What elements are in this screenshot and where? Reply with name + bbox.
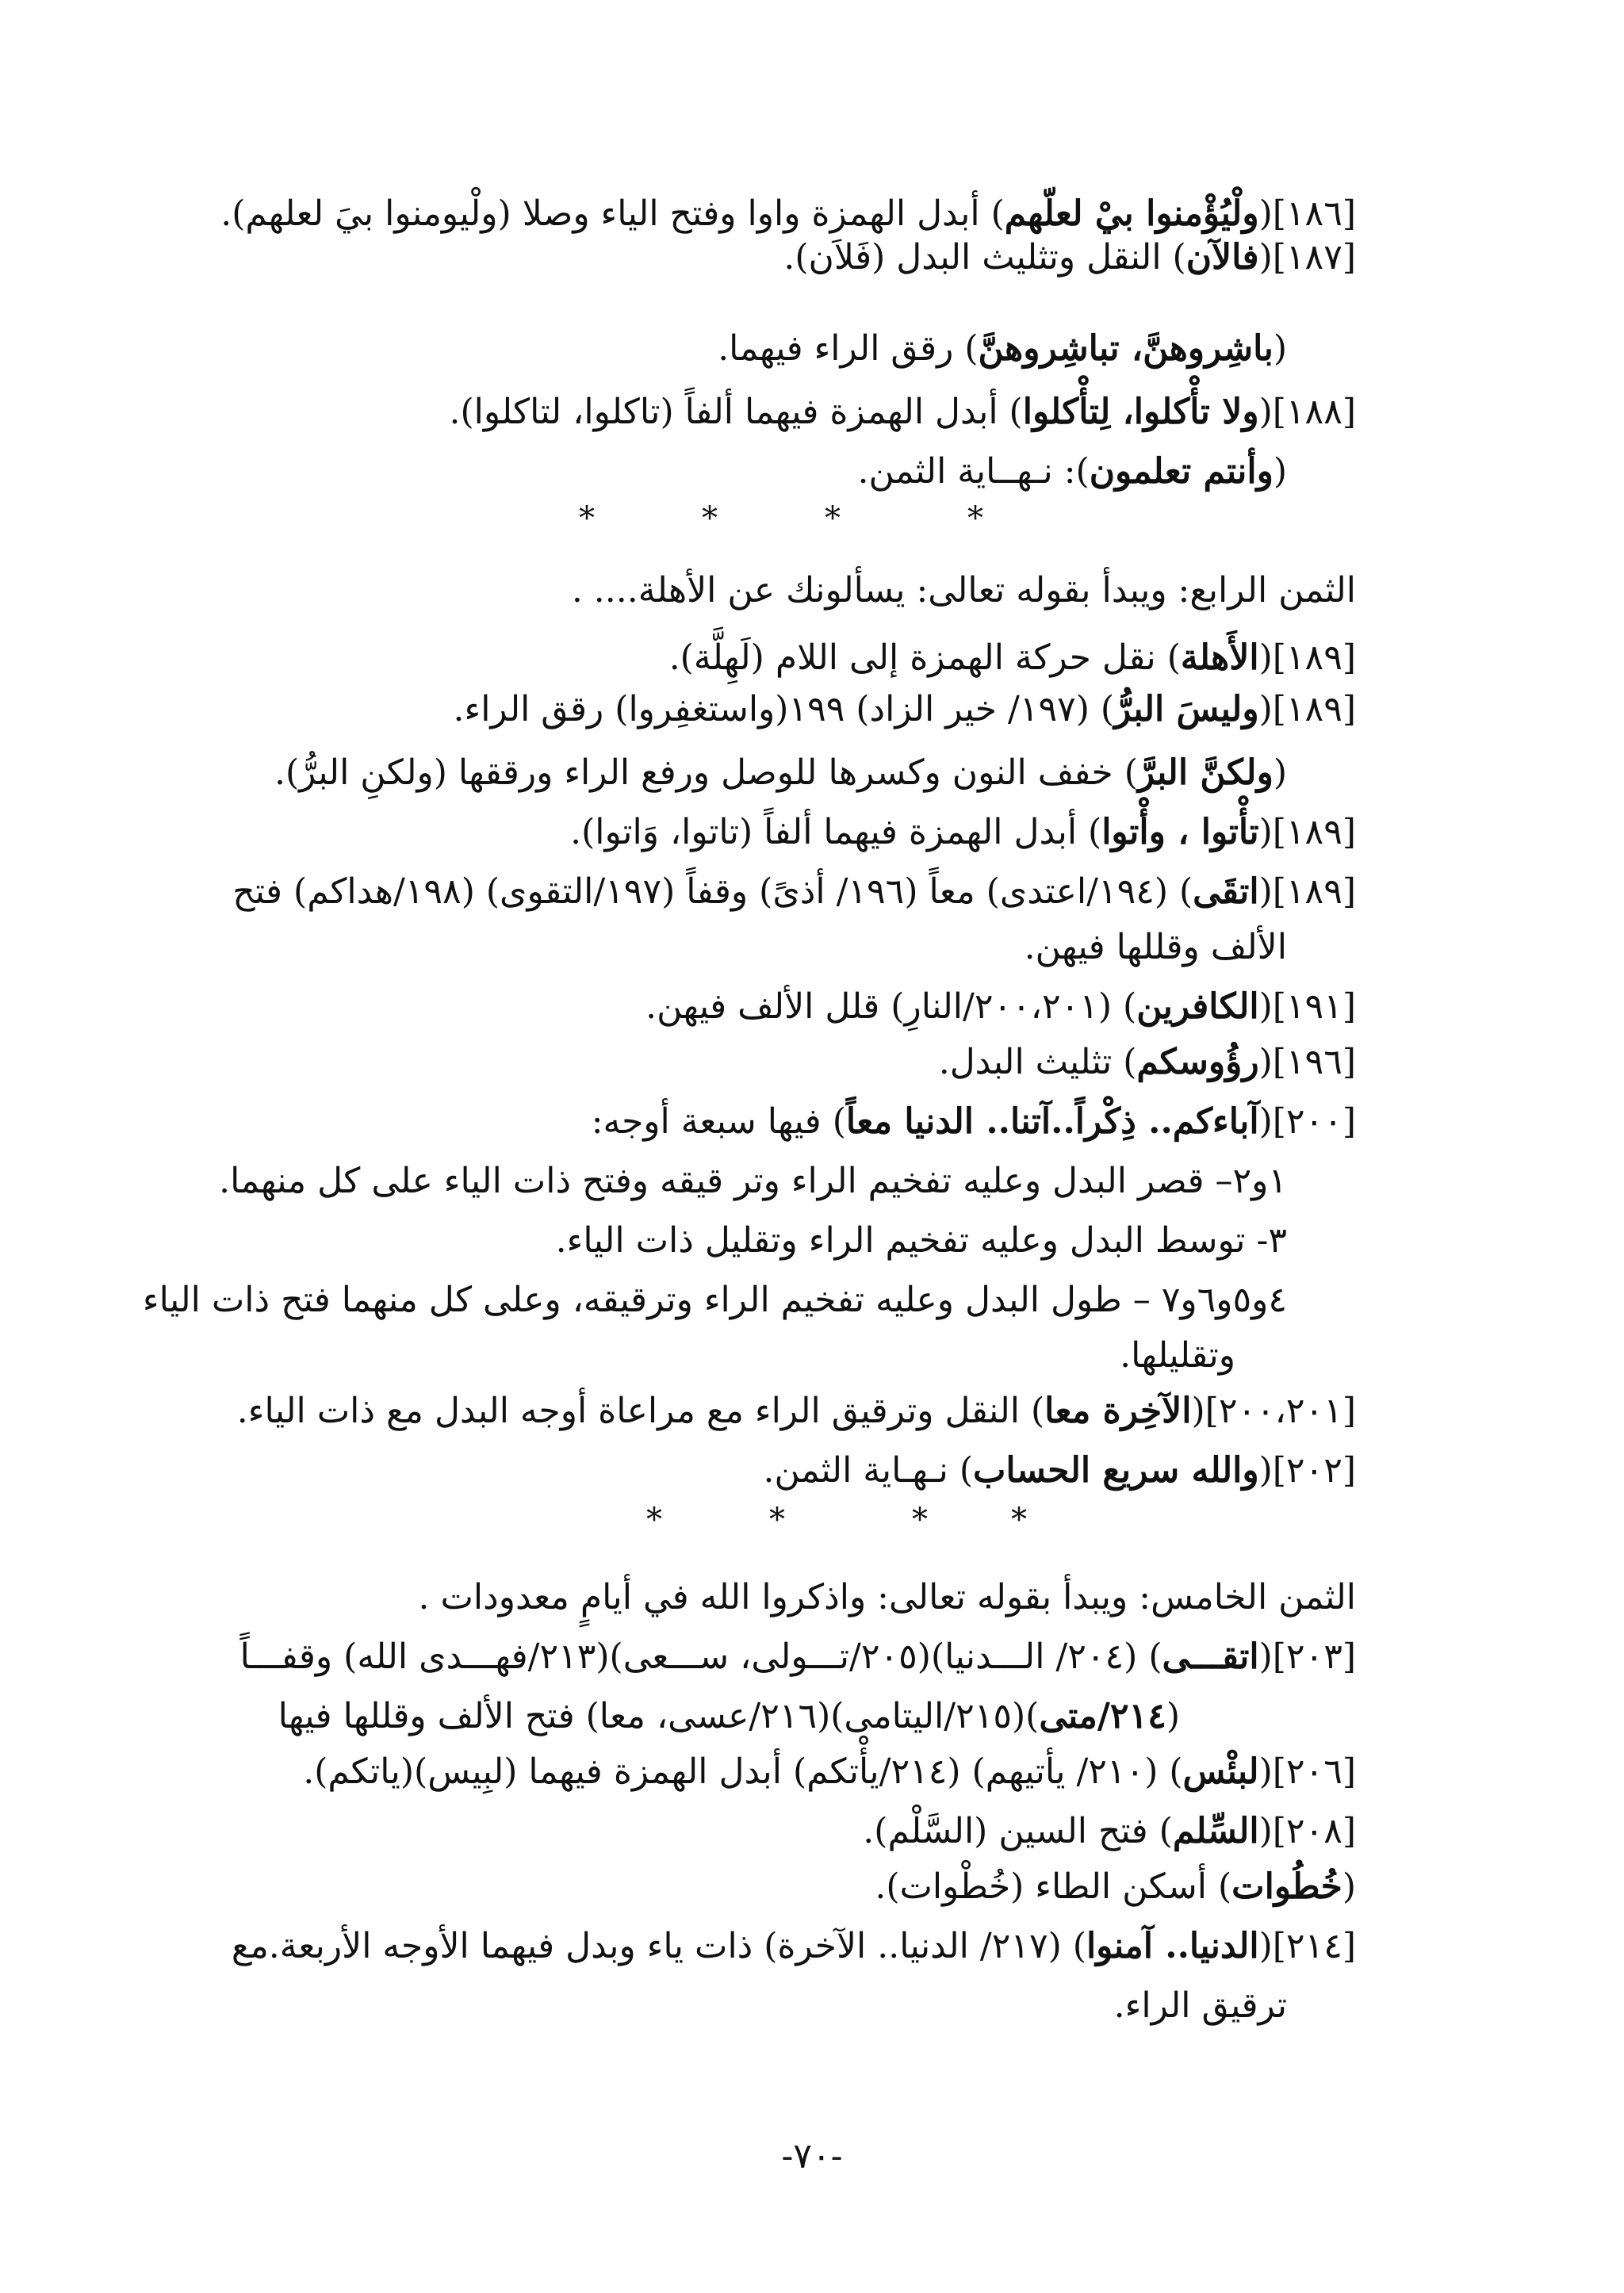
page-number: -٧٠-	[781, 2136, 843, 2176]
text-line: [١٨٩](تأْتوا ، وأْتوا) أبدل الهمزة فيهما ألفاً (تاتوا، وَاتوا).	[570, 812, 1356, 852]
separator-star: *	[769, 1502, 785, 1538]
text-line: ٣- توسط البدل وعليه تفخيم الراء وتقليل ذات الياء.	[555, 1220, 1287, 1261]
separator-star: *	[1011, 1502, 1027, 1538]
text-line: (وأنتم تعلمون): نـهــاية الثمن.	[857, 451, 1287, 492]
text-line: (باشِروهنَّ، تباشِروهنَّ) رقق الراء فيهما.	[718, 328, 1287, 369]
separator-star: *	[912, 1502, 928, 1538]
section-heading: الثمن الرابع: ويبدأ بقوله تعالى: يسألونك عن الأهلة.... .	[571, 570, 1356, 611]
text-line: وتقليلها.	[1120, 1335, 1235, 1376]
text-line: ترقيق الراء.	[1113, 1985, 1287, 2026]
text-line: [١٨٦](ولْيُؤْمنوا بيْ لعلّهم) أبدل الهمزة واوا وفتح الياء وصلا (ولْيومنوا بيَ لعلهم).	[220, 193, 1356, 234]
text-line: [٢١٤](الدنيا.. آمنوا) (٢١٧/ الدنيا.. الآخرة) ذات ياء وبدل فيهما الأوجه الأربعة.مع	[231, 1926, 1356, 1966]
text-line: [١٨٩](الأَهلة) نقل حركة الهمزة إلى اللام (لَهِلَّة).	[668, 637, 1356, 678]
text-line: [١٨٧](فالآن) النقل وتثليث البدل (فَلاَن).	[783, 237, 1356, 278]
text-line: [١٩٦](رؤُوسكم) تثليث البدل.	[938, 1042, 1356, 1082]
text-line: (٢١٤/متى)(٢١٥/اليتامى)(٢١٦/عسى، معا) فتح الألف وقللها فيها	[278, 1696, 1180, 1736]
separator-star: *	[579, 500, 595, 537]
text-line: [٢٠٢](والله سريع الحساب) نـهـاية الثمن.	[763, 1450, 1356, 1491]
text-line: [٢٠٦](لبئْس) (٢١٠/ يأتيهم) (٢١٤/يأْتكم) أبدل الهمزة فيهما (لبِيس)(ياتكم).	[303, 1751, 1356, 1792]
text-line: [٢٠٠،٢٠١](الآخِرة معا) النقل وترقيق الراء مع مراعاة أوجه البدل مع ذات الياء.	[236, 1391, 1356, 1431]
separator-star: *	[967, 500, 983, 537]
text-line: [١٨٨](ولا تأْكلوا، لِتأْكلوا) أبدل الهمزة فيهما ألفاً (تاكلوا، لتاكلوا).	[449, 392, 1356, 432]
text-line: ١و٢– قصر البدل وعليه تفخيم الراء وتر قيقه وفتح ذات الياء على كل منهما.	[219, 1161, 1287, 1201]
text-line: [١٩١](الكافرين) (٢٠٠،٢٠١/النارِ) قلل الألف فيهن.	[645, 986, 1356, 1027]
section-heading: الثمن الخامس: ويبدأ بقوله تعالى: واذكروا الله في أيامٍ معدودات .	[418, 1577, 1356, 1617]
text-line: [١٨٩](وليسَ البرُّ) (١٩٧/ خير الزاد) ١٩٩(واستغفِروا) رقق الراء.	[453, 689, 1356, 729]
text-line: (ولكنَّ البرَّ) خفف النون وكسرها للوصل ورفع الراء ورققها (ولكنِ البرُّ).	[274, 752, 1287, 793]
text-line: [٢٠٨](السِّلم) فتح السين (السَّلْم).	[863, 1811, 1356, 1851]
text-line: الألف وقللها فيهن.	[1024, 927, 1287, 967]
text-line: ٤و٥و٦و٧ – طول البدل وعليه تفخيم الراء وترقيقه، وعلى كل منهما فتح ذات الياء	[142, 1280, 1287, 1320]
separator-star: *	[646, 1502, 662, 1538]
text-line: (خُطُوات) أسكن الطاء (خُطْوات).	[875, 1866, 1356, 1907]
text-line: [٢٠٠](آباءكم.. ذِكْراً..آتنا.. الدنيا معاً) فيها سبعة أوجه:	[591, 1101, 1356, 1142]
separator-star: *	[825, 500, 841, 537]
text-line: [٢٠٣](اتقـــى) (٢٠٤/ الـــدنيا)(٢٠٥/تـــولى، ســـعى)(٢١٣/فهـــدى الله) وقفـــاً	[239, 1636, 1356, 1677]
separator-star: *	[702, 500, 718, 537]
text-line: [١٨٩](اتقَى) (١٩٤/اعتدى) معاً (١٩٦/ أذىً) وقفاً (١٩٧/التقوى) (١٩٨/هداكم) فتح	[232, 871, 1356, 912]
